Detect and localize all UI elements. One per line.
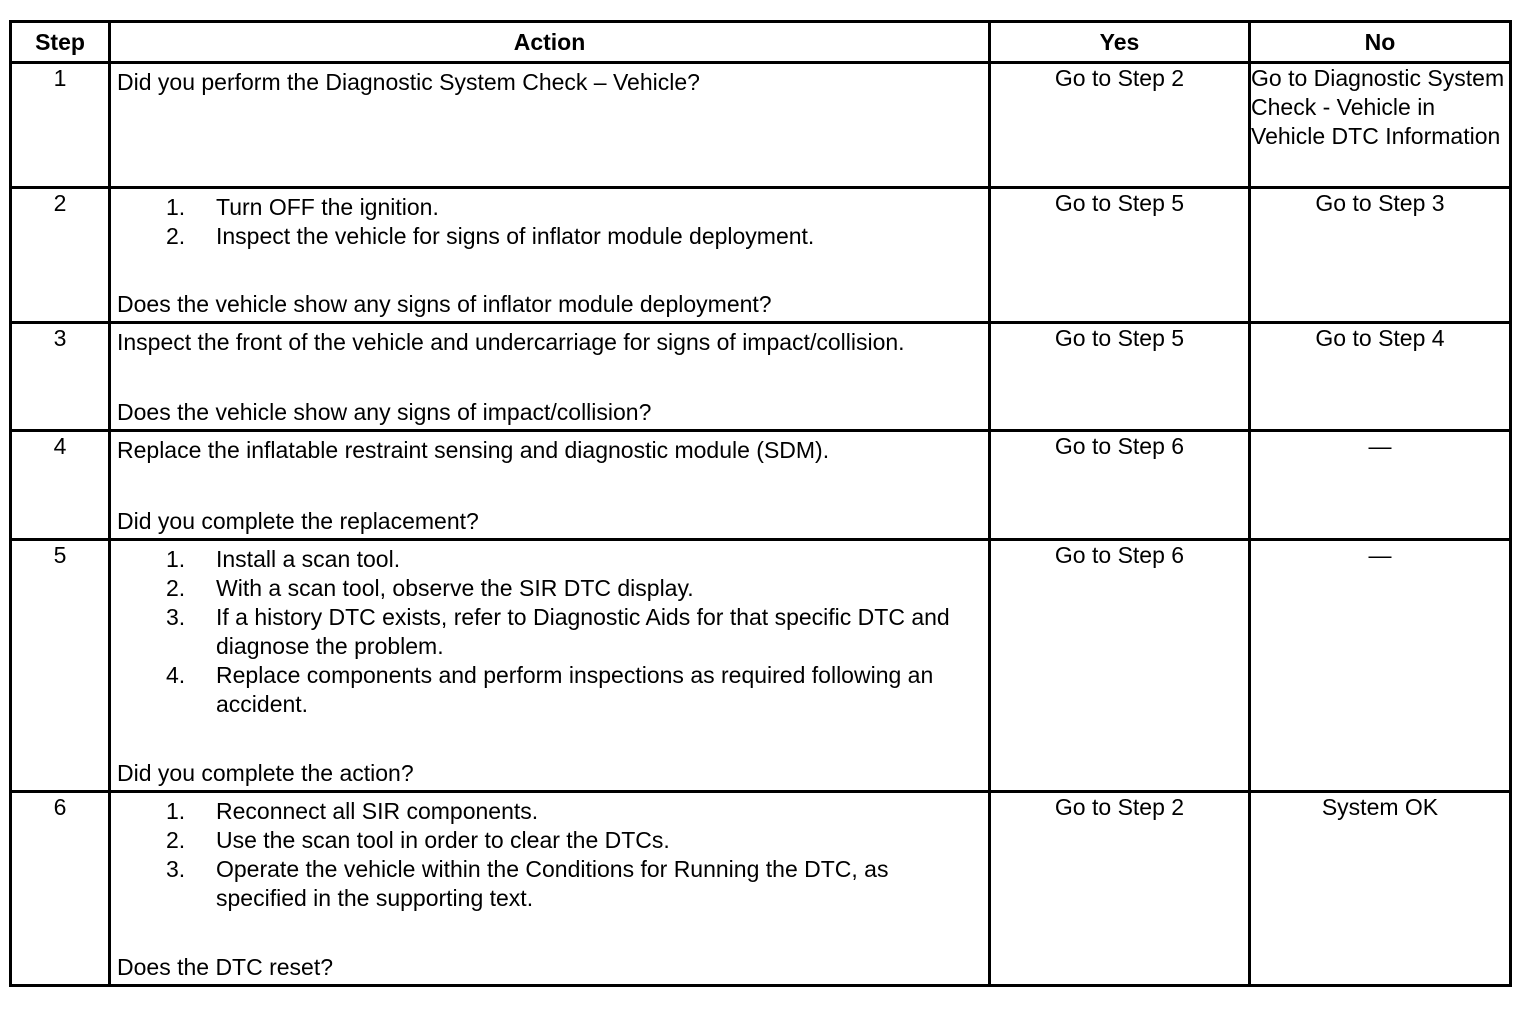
list-item: 3. If a history DTC exists, refer to Diagnostic Aids for that specific DTC and diagnose the problem.: [166, 604, 950, 659]
procedure-list: [117, 545, 982, 719]
action-intro: Replace the inflatable restraint sensing and diagnostic module (SDM).: [117, 437, 830, 463]
action-cell: [110, 431, 990, 540]
action-cell: [110, 63, 990, 188]
no-outcome: Go to Step 3: [1250, 188, 1511, 323]
list-item: 3. Operate the vehicle within the Conditions for Running the DTC, as specified in the supporting text.: [166, 856, 889, 911]
header-step: Step: [11, 22, 110, 63]
action-question: Does the DTC reset?: [117, 954, 334, 980]
list-item: 4. Replace components and perform inspections as required following an accident.: [166, 662, 934, 717]
header-yes: Yes: [990, 22, 1250, 63]
table-row: [11, 188, 1511, 323]
yes-outcome: Go to Step 5: [990, 323, 1250, 431]
action-cell: [110, 540, 990, 792]
step-number: 6: [11, 792, 110, 986]
step-number: 3: [11, 323, 110, 431]
no-outcome: —: [1250, 431, 1511, 540]
list-item: 2. Use the scan tool in order to clear the DTCs.: [166, 827, 670, 853]
action-cell: [110, 792, 990, 986]
list-item: 1. Turn OFF the ignition.: [166, 194, 439, 220]
step-number: 2: [11, 188, 110, 323]
list-item: 2. Inspect the vehicle for signs of inflator module deployment.: [166, 223, 815, 249]
action-question: Did you complete the replacement?: [117, 508, 479, 534]
no-outcome: Go to Diagnostic System Check - Vehicle in Vehicle DTC Information: [1250, 63, 1511, 188]
procedure-list: [117, 797, 982, 913]
table-row: [11, 63, 1511, 188]
action-question: Does the vehicle show any signs of impact/collision?: [117, 399, 652, 425]
header-action: Action: [110, 22, 990, 63]
procedure-list: [117, 193, 982, 251]
action-cell: [110, 323, 990, 431]
list-item: 1. Reconnect all SIR components.: [166, 798, 539, 824]
table-row: [11, 792, 1511, 986]
yes-outcome: Go to Step 6: [990, 540, 1250, 792]
step-number: 4: [11, 431, 110, 540]
action-question: Did you complete the action?: [117, 760, 414, 786]
no-outcome: System OK: [1250, 792, 1511, 986]
table-row: [11, 431, 1511, 540]
action-intro: Inspect the front of the vehicle and undercarriage for signs of impact/collision.: [117, 329, 905, 355]
header-no: No: [1250, 22, 1511, 63]
action-intro: Did you perform the Diagnostic System Check – Vehicle?: [117, 69, 700, 95]
yes-outcome: Go to Step 5: [990, 188, 1250, 323]
yes-outcome: Go to Step 6: [990, 431, 1250, 540]
yes-outcome: Go to Step 2: [990, 792, 1250, 986]
yes-outcome: Go to Step 2: [990, 63, 1250, 188]
table-row: [11, 323, 1511, 431]
no-outcome: —: [1250, 540, 1511, 792]
step-number: 1: [11, 63, 110, 188]
step-number: 5: [11, 540, 110, 792]
header-row: [11, 22, 1511, 63]
action-cell: [110, 188, 990, 323]
no-outcome: Go to Step 4: [1250, 323, 1511, 431]
action-question: Does the vehicle show any signs of inflator module deployment?: [117, 291, 772, 317]
diagnostic-table: [9, 20, 1512, 987]
list-item: 2. With a scan tool, observe the SIR DTC display.: [166, 575, 694, 601]
list-item: 1. Install a scan tool.: [166, 546, 401, 572]
table-row: [11, 540, 1511, 792]
